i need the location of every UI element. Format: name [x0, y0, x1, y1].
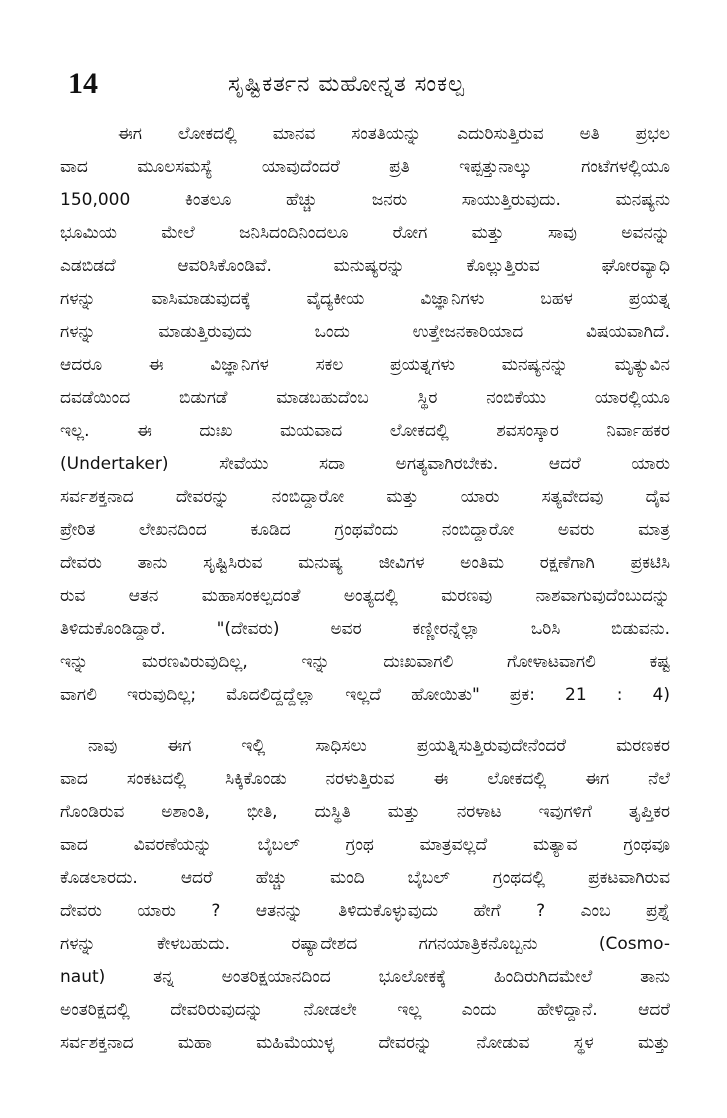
- text-line: ಸರ್ವಶಕ್ತನಾದ ದೇವರನ್ನು ನಂಬಿದ್ದಾರೋ ಮತ್ತು ಯಾರು ಸತ್ಯವೇದವು ದೈವ: [60, 487, 670, 507]
- text-line: ನಾವು ಈಗ ಇಲ್ಲಿ ಸಾಧಿಸಲು ಪ್ರಯತ್ನಿಸುತ್ತಿರುವುದೇನೆಂದರೆ ಮರಣಕರ: [88, 736, 670, 756]
- text-line: ವಾದ ಮೂಲಸಮಸ್ಯೆ ಯಾವುದೆಂದರೆ ಪ್ರತಿ ಇಪ್ಪತ್ತುನಾಲ್ಕು ಗಂಟೆಗಳಲ್ಲಿಯೂ: [60, 157, 670, 177]
- text-line: ದವಡೆಯಿಂದ ಬಿಡುಗಡೆ ಮಾಡಬಹುದೆಂಬ ಸ್ಥಿರ ನಂಬಿಕೆಯು ಯಾರಲ್ಲಿಯೂ: [60, 388, 670, 408]
- text-line: ಅಂತರಿಕ್ಷದಲ್ಲಿ ದೇವರಿರುವುದನ್ನು ನೋಡಲೇ ಇಲ್ಲ ಎಂದು ಹೇಳಿದ್ದಾನೆ. ಆದರೆ: [60, 1000, 670, 1020]
- text-line: ಎಡಬಿಡದೆ ಆವರಿಸಿಕೊಂಡಿವೆ. ಮನುಷ್ಯರನ್ನು ಕೊಲ್ಲುತ್ತಿರುವ ಘೋರವ್ಯಾಧಿ: [60, 256, 670, 276]
- text-line: ಗೊಂಡಿರುವ ಅಶಾಂತಿ, ಭೀತಿ, ದುಸ್ಥಿತಿ ಮತ್ತು ನರಳಾಟ ಇವುಗಳಿಗೆ ತೃಪ್ತಿಕರ: [60, 802, 670, 822]
- text-line: ಆದರೂ ಈ ವಿಜ್ಞಾನಿಗಳ ಸಕಲ ಪ್ರಯತ್ನಗಳು ಮನಷ್ಯನನ್ನು ಮೃತ್ಯುವಿನ: [60, 355, 670, 375]
- text-line: ವಾದ ಸಂಕಟದಲ್ಲಿ ಸಿಕ್ಕಿಕೊಂಡು ನರಳುತ್ತಿರುವ ಈ ಲೋಕದಲ್ಲಿ ಈಗ ನೆಲೆ: [60, 769, 670, 789]
- page-number: 14: [68, 67, 98, 100]
- text-line: naut) ತನ್ನ ಅಂತರಿಕ್ಷಯಾನದಿಂದ ಭೂಲೋಕಕ್ಕೆ ಹಿಂದಿರುಗಿದಮೇಲೆ ತಾನು: [60, 967, 670, 987]
- text-line: ಭೂಮಿಯ ಮೇಲೆ ಜನಿಸಿದಂದಿನಿಂದಲೂ ರೋಗ ಮತ್ತು ಸಾವು ಅವನನ್ನು: [60, 223, 670, 243]
- text-line: ಇನ್ನು ಮರಣವಿರುವುದಿಲ್ಲ, ಇನ್ನು ದುಃಖವಾಗಲಿ ಗೋಳಾಟವಾಗಲಿ ಕಷ್ಟ: [60, 652, 670, 672]
- text-line: ರುವ ಆತನ ಮಹಾಸಂಕಲ್ಪದಂತೆ ಅಂತ್ಯದಲ್ಲಿ ಮರಣವು ನಾಶವಾಗುವುದೆಂಬುದನ್ನು: [60, 586, 670, 606]
- text-line: ಈಗ ಲೋಕದಲ್ಲಿ ಮಾನವ ಸಂತತಿಯನ್ನು ಎದುರಿಸುತ್ತಿರುವ ಅತಿ ಪ್ರಭಲ: [118, 124, 670, 144]
- paragraph-1: [60, 118, 670, 712]
- text-line: ವಾದ ವಿವರಣೆಯನ್ನು ಬೈಬಲ್ ಗ್ರಂಥ ಮಾತ್ರವಲ್ಲದೆ ಮತ್ಯಾವ ಗ್ರಂಥವೂ: [60, 835, 670, 855]
- text-line: ಸರ್ವಶಕ್ತನಾದ ಮಹಾ ಮಹಿಮೆಯುಳ್ಳ ದೇವರನ್ನು ನೋಡುವ ಸ್ಥಳ ಮತ್ತು: [60, 1033, 670, 1053]
- running-title: ಸೃಷ್ಟಿಕರ್ತನ ಮಹೋನ್ನತ ಸಂಕಲ್ಪ: [228, 72, 465, 97]
- text-line: 150,000 ಕಿಂತಲೂ ಹೆಚ್ಚು ಜನರು ಸಾಯುತ್ತಿರುವುದು. ಮನಷ್ಯನು: [60, 190, 670, 210]
- paragraph-2: [60, 730, 670, 1060]
- text-line: ವಾಗಲಿ ಇರುವುದಿಲ್ಲ; ಮೊದಲಿದ್ದದ್ದೆಲ್ಲಾ ಇಲ್ಲದೆ ಹೋಯಿತು" ಪ್ರಕ: 21 : 4): [60, 685, 670, 705]
- text-line: ಪ್ರೇರಿತ ಲೇಖನದಿಂದ ಕೂಡಿದ ಗ್ರಂಥವೆಂದು ನಂಬಿದ್ದಾರೋ ಅವರು ಮಾತ್ರ: [60, 520, 670, 540]
- text-line: ಗಳನ್ನು ಮಾಡುತ್ತಿರುವುದು ಒಂದು ಉತ್ತೇಜನಕಾರಿಯಾದ ವಿಷಯವಾಗಿದೆ.: [60, 322, 670, 342]
- text-line: ಕೊಡಲಾರದು. ಆದರೆ ಹೆಚ್ಚು ಮಂದಿ ಬೈಬಲ್ ಗ್ರಂಥದಲ್ಲಿ ಪ್ರಕಟವಾಗಿರುವ: [60, 868, 670, 888]
- text-line: ಗಳನ್ನು ಕೇಳಬಹುದು. ರಷ್ಯಾದೇಶದ ಗಗನಯಾತ್ರಿಕನೊಬ್ಬನು (Cosmo-: [60, 934, 670, 954]
- text-line: (Undertaker) ಸೇವೆಯು ಸದಾ ಅಗತ್ಯವಾಗಿರಬೇಕು. ಆದರೆ ಯಾರು: [60, 454, 670, 474]
- text-line: ದೇವರು ಯಾರು ? ಆತನನ್ನು ತಿಳಿದುಕೊಳ್ಳುವುದು ಹೇಗೆ ? ಎಂಬ ಪ್ರಶ್ನೆ: [60, 901, 670, 921]
- text-line: ಗಳನ್ನು ವಾಸಿಮಾಡುವುದಕ್ಕೆ ವೈದ್ಯಕೀಯ ವಿಜ್ಞಾನಿಗಳು ಬಹಳ ಪ್ರಯತ್ನ: [60, 289, 670, 309]
- page-header: [68, 62, 668, 106]
- text-line: ದೇವರು ತಾನು ಸೃಷ್ಟಿಸಿರುವ ಮನುಷ್ಯ ಜೀವಿಗಳ ಅಂತಿಮ ರಕ್ಷಣೆಗಾಗಿ ಪ್ರಕಟಿಸಿ: [60, 553, 670, 573]
- text-line: ತಿಳಿದುಕೊಂಡಿದ್ದಾರೆ. "(ದೇವರು) ಅವರ ಕಣ್ಣೀರನ್ನೆಲ್ಲಾ ಒರಿಸಿ ಬಿಡುವನು.: [60, 619, 670, 639]
- text-line: ಇಲ್ಲ. ಈ ದುಃಖ ಮಯವಾದ ಲೋಕದಲ್ಲಿ ಶವಸಂಸ್ಕಾರ ನಿರ್ವಾಹಕರ: [60, 421, 670, 441]
